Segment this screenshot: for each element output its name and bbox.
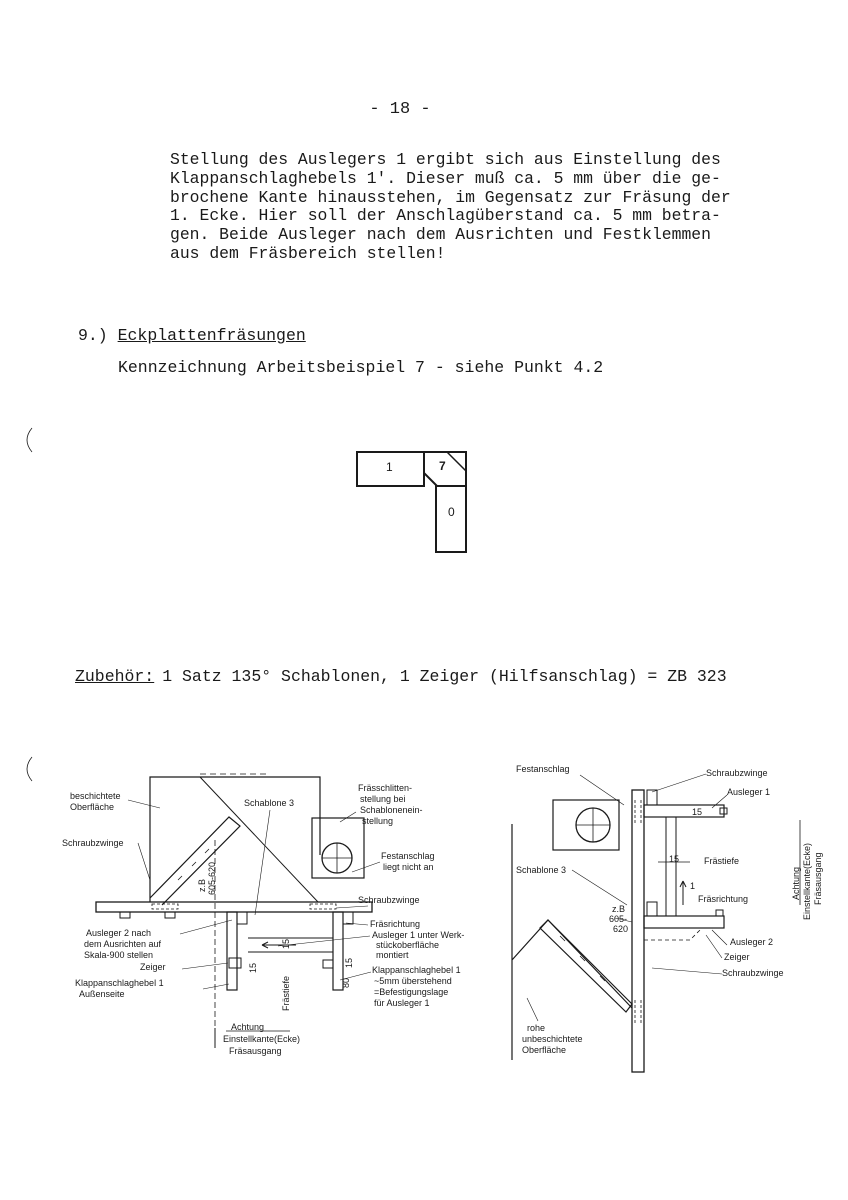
paragraph-line: gen. Beide Ausleger nach dem Ausrichten und Festklemmen bbox=[170, 225, 711, 245]
ausleger1-clamp bbox=[647, 790, 657, 805]
label-ausleger1-c: montiert bbox=[376, 950, 409, 960]
page-number: - 18 - bbox=[369, 100, 431, 119]
ausleger2-end bbox=[716, 910, 723, 916]
block-right bbox=[323, 960, 333, 968]
label-unbeschichtete: unbeschichtete bbox=[522, 1034, 583, 1044]
foot-left2 bbox=[165, 912, 175, 918]
label-achtung-vertical: Achtung bbox=[791, 866, 801, 900]
paragraph-line: Stellung des Auslegers 1 ergibt sich aus Einstellung des bbox=[170, 150, 721, 169]
label-fraesrichtung-right: Fräsrichtung bbox=[698, 894, 749, 904]
label-fraesrichtung: Fräsrichtung bbox=[370, 919, 421, 929]
dim-80: 80 bbox=[341, 977, 351, 988]
post-left bbox=[227, 912, 237, 990]
label-klapp1-a: Klappanschlaghebel 1 bbox=[372, 965, 461, 975]
label-achtung: Achtung bbox=[231, 1022, 265, 1032]
workpiece-outline bbox=[150, 777, 320, 902]
label-fraesschlitten-1: Frässchlitten- bbox=[358, 783, 413, 793]
plate-label-1: 1 bbox=[386, 460, 393, 474]
label-ausleger2-a: Ausleger 2 nach bbox=[86, 928, 152, 938]
label-rohe: rohe bbox=[527, 1023, 546, 1033]
corner-plate-diagram bbox=[357, 452, 466, 552]
label-oberflaeche-right: Oberfläche bbox=[522, 1045, 567, 1055]
label-festanschlag: Festanschlag bbox=[381, 851, 435, 861]
section-title: Eckplattenfräsungen bbox=[117, 326, 306, 345]
label-zeiger-right: Zeiger bbox=[724, 952, 750, 962]
label-ausleger2-b: dem Ausrichten auf bbox=[84, 939, 162, 949]
label-zb-right: z.B bbox=[612, 904, 626, 914]
dim-15-a: 15 bbox=[281, 938, 291, 949]
label-klappanschlag-1: Klappanschlaghebel 1 bbox=[75, 978, 164, 988]
label-klapp1-c: =Befestigungslage bbox=[374, 987, 449, 997]
label-schablone-right: Schablone 3 bbox=[516, 865, 567, 875]
label-schablone: Schablone 3 bbox=[244, 798, 295, 808]
label-schraubzwinge: Schraubzwinge bbox=[62, 838, 124, 848]
ausleger2-clamp bbox=[647, 902, 657, 916]
label-fraesschlitten-3: Schablonenein- bbox=[360, 805, 423, 815]
label-klapp1-d: für Ausleger 1 bbox=[374, 998, 430, 1008]
label-zb: z.B bbox=[197, 878, 207, 892]
template-diagonal bbox=[200, 777, 318, 902]
bottom-plate bbox=[436, 486, 466, 552]
dim-15b-right: 15 bbox=[669, 854, 680, 864]
label-klapp1-b: ~5mm überstehend bbox=[374, 976, 452, 986]
label-oberflaeche: Oberfläche bbox=[70, 802, 115, 812]
label-ausleger2-c: Skala-900 stellen bbox=[84, 950, 154, 960]
label-schraubzwinge-right: Schraubzwinge bbox=[706, 768, 768, 778]
paragraph-line: brochene Kante hinausstehen, im Gegensatz zur Fräsung der bbox=[170, 187, 731, 207]
leader-lines bbox=[128, 800, 380, 989]
section-number: 9.) bbox=[78, 326, 108, 345]
label-festanschlag-right: Festanschlag bbox=[516, 764, 570, 774]
right-drawing bbox=[512, 764, 823, 1072]
label-einstellkante-vertical: Einstellkante(Ecke) bbox=[802, 842, 812, 920]
label-620-right: 620 bbox=[613, 924, 629, 934]
label-ausleger1-a: Ausleger 1 unter Werk- bbox=[372, 930, 465, 940]
dim-15-c: 15 bbox=[344, 957, 354, 968]
fraesrichtung-arrow bbox=[680, 881, 686, 905]
clamp-marks bbox=[152, 904, 336, 909]
label-beschichtete: beschichtete bbox=[70, 791, 121, 801]
paragraph-line: aus dem Fräsbereich stellen! bbox=[170, 243, 446, 263]
label-klappanschlag-2: Außenseite bbox=[79, 989, 125, 999]
zubehoer-text: 1 Satz 135° Schablonen, 1 Zeiger (Hilfsanschlag) = ZB 323 bbox=[162, 667, 727, 686]
label-zeiger: Zeiger bbox=[140, 962, 166, 972]
label-zb-range: 605-620 bbox=[207, 861, 217, 895]
label-ausleger1-b: stückoberfläche bbox=[376, 940, 440, 950]
left-drawing bbox=[62, 774, 464, 1056]
template-schablone bbox=[150, 817, 240, 905]
kennzeichnung-line: Kennzeichnung Arbeitsbeispiel 7 - siehe Punkt 4.2 bbox=[118, 358, 604, 377]
vertical-board bbox=[632, 790, 644, 1072]
clamp-marks-right bbox=[635, 800, 641, 1024]
plate-label-0: 0 bbox=[448, 505, 455, 519]
label-ausleger1-right: Ausleger 1 bbox=[727, 787, 771, 797]
scan-mark bbox=[27, 428, 32, 452]
label-fraesausgang: Fräsausgang bbox=[229, 1046, 282, 1056]
label-fraesschlitten-4: stellung bbox=[362, 816, 394, 826]
label-ausleger2-right: Ausleger 2 bbox=[730, 937, 774, 947]
main-board bbox=[96, 902, 372, 912]
zeiger-block bbox=[229, 958, 241, 968]
template-marks-right bbox=[560, 936, 605, 981]
label-marker-right: 1 bbox=[690, 881, 696, 891]
clamp-left bbox=[237, 912, 247, 924]
dim-15-right: 15 bbox=[692, 807, 703, 817]
label-fraestiefe: Frästiefe bbox=[281, 975, 291, 1011]
corner-mark bbox=[447, 452, 466, 471]
ausleger2-bar bbox=[644, 916, 724, 928]
ausleger1-bar bbox=[644, 805, 724, 817]
label-einstellkante: Einstellkante(Ecke) bbox=[223, 1034, 301, 1044]
paragraph-line: Klappanschlaghebels 1'. Dieser muß ca. 5 mm über die ge- bbox=[170, 168, 721, 188]
dim-15-b: 15 bbox=[248, 962, 258, 973]
label-fraesausgang-vertical: Fräsausgang bbox=[813, 852, 823, 905]
foot-left bbox=[120, 912, 130, 918]
dashed-guide bbox=[644, 930, 700, 940]
label-schraubzwinge2-right: Schraubzwinge bbox=[722, 968, 784, 978]
label-schraubzwinge-2: Schraubzwinge bbox=[358, 895, 420, 905]
label-605-right: 605- bbox=[609, 914, 628, 924]
label-liegt-nicht-an: liegt nicht an bbox=[383, 862, 434, 872]
scan-mark bbox=[27, 757, 32, 781]
zubehoer-label: Zubehör: bbox=[75, 667, 155, 686]
clamp-right bbox=[343, 912, 353, 924]
label-fraesschlitten-2: stellung bei bbox=[360, 794, 406, 804]
plate-label-7: 7 bbox=[439, 459, 446, 473]
paragraph-line: 1. Ecke. Hier soll der Anschlagüberstand ca. 5 mm betra- bbox=[170, 206, 721, 226]
label-fraestiefe-right: Frästiefe bbox=[704, 856, 740, 866]
